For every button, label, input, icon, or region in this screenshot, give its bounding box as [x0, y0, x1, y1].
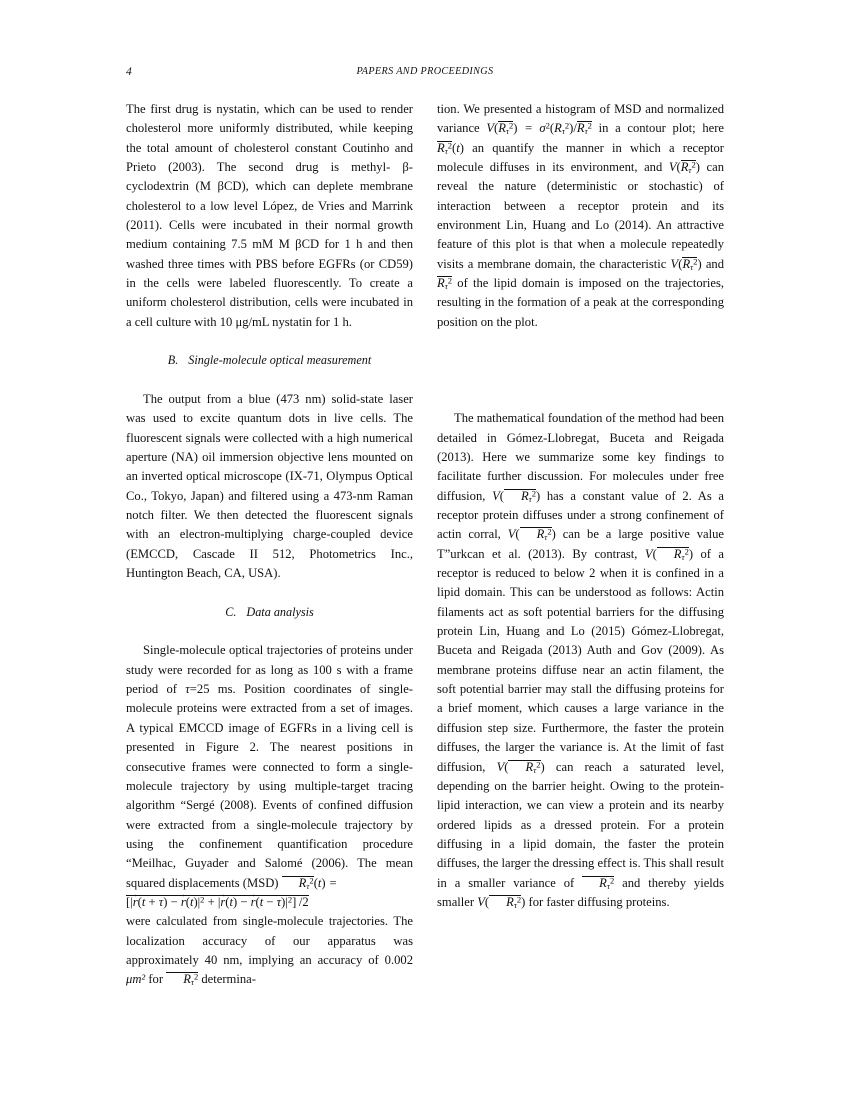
- paragraph-math-foundation: [437, 409, 724, 912]
- v1-R: R: [498, 121, 506, 136]
- vec-r-2: r →: [181, 896, 186, 909]
- contour-tail-text: can reveal the nature (deterministic or stochastic) of interaction between a receptor protein and its environment Lin, Huang and Lo (2014). An attractive feature of this plot is that when a molecule repeatedly visits a membrane domain, the characteristic: [437, 160, 724, 271]
- r-tau-squared-math-3: [582, 876, 614, 890]
- v5-R: R: [536, 527, 545, 542]
- rhs2-R: R: [576, 121, 585, 136]
- r-tau-squared-math-2: [437, 276, 452, 290]
- foundation-seg5-text: can reach a saturated level, depending on the barrier height. Owing to the protein-lipid interaction, we can view a protein and its nearby ordered lipids as a dressed protein. For a protein diffusing in a lipid domain, the faster the protein diffuses, the larger the dressing effect is. This shall result in a smaller variance of: [437, 759, 724, 890]
- data-analysis-text-part3: were calculated from single-molecule trajectories. The localization accuracy of our apparatus was approximately 40 nm, implying an accuracy of 0.002: [126, 914, 413, 967]
- contour-lead-text: tion. We presented a histogram of MSD and normalized variance: [437, 102, 724, 136]
- data-analysis-text-part2: Position coordinates of single-molecule proteins were extracted from a set of images. A typical EMCCD image of EGFRs in a living cell is presented in Figure 2. The nearest positions in consecutive frames were connected to form a single-molecule trajectory by using multiple-target tracing algorithm “Sergé (2008). Events of confined diffusion were extracted from a single-molecule trajectory by using the confinement quantification procedure “Meilhac, Guyader and Salomé (2006). The mean squared displacements (MSD): [126, 682, 413, 890]
- foundation-seg2-text: has a constant value of 2. As a receptor protein diffuses under a strong confinement of actin corral,: [437, 488, 724, 542]
- vec-r-3: r →: [220, 896, 225, 909]
- data-analysis-text-part4: for: [145, 972, 167, 987]
- contour-tail2-text: and: [701, 256, 724, 271]
- spacer: [437, 332, 724, 351]
- v4-R: R: [520, 488, 529, 503]
- msd-of-t-math: $R_\tau^2(t)$: [437, 140, 464, 156]
- v7-tau: τ: [533, 764, 537, 775]
- r-tau-squared-math: [166, 972, 198, 986]
- mt-tau: τ: [444, 145, 448, 156]
- rhs-tau: τ: [561, 126, 565, 137]
- running-title: PAPERS AND PROCEEDINGS: [356, 66, 494, 77]
- variance-equation-rhs: $\sigma^2(R_\tau^2)/R_\tau^2$: [539, 120, 592, 137]
- v4-two: 2: [531, 488, 537, 499]
- left-column: [126, 100, 413, 990]
- v1-tau: τ: [505, 126, 510, 137]
- v2-R: R: [680, 160, 689, 175]
- rt3-R: R: [599, 875, 607, 890]
- spacer: [437, 390, 724, 409]
- foundation-seg6-text: and thereby yields smaller: [437, 875, 724, 909]
- V-glyph-5: V: [507, 527, 516, 542]
- running-head: [126, 66, 724, 82]
- vec-r-1: r →: [133, 896, 138, 909]
- V-glyph-7: V: [496, 759, 505, 774]
- v3-R: R: [682, 256, 691, 271]
- v6-two: 2: [684, 546, 689, 557]
- t-3: t: [229, 894, 233, 909]
- t-2: t: [189, 894, 194, 909]
- spacer: [437, 371, 724, 390]
- right-column: [437, 100, 724, 912]
- v-symbol-math-2: $V(R_\tau^2)$: [668, 159, 700, 176]
- paragraph-drugs-text: The first drug is nystatin, which can be used to render cholesterol more uniformly distributed, while keeping the total amount of cholesterol constant Coutinho and Prieto (2003). The second drug is methyl- β-cyclodextrin (M βCD), which can deplete membrane cholesterol to a low level López, de Vries and Marrink (2011). Cells were incubated in their normal growth medium containing 7.5 mM M βCD for 1 h and then washed three times with PBS before EGFRs (or CD59) in the cells were labeled fluorescently. To create a uniform cholesterol distribution, cells were incubated in a cell culture with 10 μg/mL nystatin for 1 h.: [126, 102, 413, 329]
- v5-tau: τ: [544, 532, 548, 543]
- sigma-glyph: σ: [539, 121, 546, 136]
- V-glyph-4: V: [492, 488, 500, 503]
- paragraph-drugs: [126, 100, 413, 332]
- spacer: [126, 622, 413, 641]
- sigma-two: 2: [545, 120, 550, 131]
- v-symbol-math-3: $V(R_\tau^2)$: [670, 256, 702, 272]
- page-number: 4: [126, 66, 132, 78]
- section-b-title: Single-molecule optical measurement: [188, 353, 372, 368]
- tau-frame-period-math: τ=25 ms.: [185, 682, 236, 697]
- mt-t: t: [456, 140, 460, 155]
- rt2-two: 2: [447, 275, 453, 286]
- sq-1: 2: [200, 894, 205, 905]
- tau-glyph: τ: [185, 682, 190, 697]
- contour-mid2-text: an quantify the manner in which a receptor molecule diffuses in its environment, and: [437, 140, 724, 175]
- v3-tau: τ: [690, 261, 694, 272]
- t-4: t: [259, 894, 264, 909]
- v1-two: 2: [509, 120, 514, 131]
- foundation-seg1-text: The mathematical foundation of the method had been detailed in Gómez-Llobregat, Buceta and Reigada (2013). Here we summarize some key findings to facilitate further discussion. For molecules under free diffusion,: [437, 411, 724, 503]
- rt3-two: 2: [609, 874, 615, 885]
- rts-R: R: [183, 972, 191, 987]
- rhs2-tau: τ: [584, 126, 588, 137]
- section-c-title: Data analysis: [246, 604, 314, 619]
- rts-two: 2: [193, 971, 199, 982]
- tau-2: τ: [276, 894, 282, 909]
- section-b-label: B.: [167, 353, 179, 368]
- accuracy-units-math: [126, 972, 145, 986]
- tau-1: τ: [158, 894, 164, 909]
- v-symbol-math-5: V( $R_\tau^2$): [507, 526, 556, 543]
- msd-two-superscript: 2: [309, 874, 314, 885]
- section-heading-b: [126, 351, 413, 370]
- sq-2: 2: [287, 894, 293, 905]
- v4-tau: τ: [528, 493, 532, 504]
- t-1: t: [141, 894, 146, 909]
- spacer: [126, 584, 413, 603]
- spacer: [126, 332, 413, 351]
- v8-tau: τ: [513, 900, 517, 911]
- v8-two: 2: [516, 894, 522, 905]
- mt-R: R: [437, 140, 445, 155]
- V-glyph-2: V: [668, 160, 677, 175]
- v6-R: R: [673, 546, 682, 561]
- section-c-label: C.: [225, 604, 237, 619]
- foundation-seg7-text: for faster diffusing proteins.: [525, 894, 670, 909]
- rhs-R: R: [554, 121, 562, 136]
- v-symbol-math-7: V( $R_\tau^2$): [496, 758, 545, 775]
- variance-equation-lhs: $V(R_\tau^2)$: [486, 120, 518, 137]
- msd-equals-sign: =: [328, 875, 338, 890]
- spacer: [126, 371, 413, 390]
- paragraph-optical-measurement: [126, 390, 413, 583]
- rts-tau: τ: [190, 977, 194, 988]
- contour-mid1-text: in a contour plot; here: [591, 121, 724, 136]
- section-heading-c: [126, 603, 413, 622]
- msd-R-glyph: R: [298, 875, 307, 890]
- v5-two: 2: [547, 526, 552, 537]
- rt2-tau: τ: [444, 281, 448, 292]
- msd-display-formula: $[|r \to(t + \tau) - r \to(t)|^2 + |r \to(t) - r \to(t - \tau)|^2]$ /2: [126, 893, 413, 912]
- V-glyph-1: V: [486, 121, 495, 136]
- rt3-tau: τ: [606, 880, 610, 891]
- foundation-seg3-text: can be a large positive value T”urkcan et al. (2013). By contrast,: [437, 527, 724, 561]
- V-glyph-3: V: [670, 256, 679, 271]
- variance-equals-sign: =: [524, 121, 533, 136]
- v8-R: R: [506, 894, 514, 909]
- spacer: [437, 351, 724, 370]
- V-glyph-8: V: [477, 894, 485, 909]
- vec-r-4: r →: [251, 896, 256, 909]
- data-analysis-text-part1: Single-molecule optical trajectories of proteins under study were recorded for as long as 100 s with a frame period of: [126, 643, 413, 697]
- rt2-R: R: [437, 276, 445, 291]
- msd-t-glyph: t: [317, 875, 322, 890]
- msd-symbol-math: $R_\tau^2(t)$: [282, 876, 326, 890]
- v-symbol-math-6: V( $R_\tau^2$): [644, 546, 694, 562]
- v2-tau: τ: [688, 165, 692, 176]
- v2-two: 2: [691, 159, 696, 170]
- data-analysis-text-part5: determina-: [198, 972, 256, 987]
- V-glyph-6: V: [644, 546, 653, 561]
- v7-R: R: [525, 759, 534, 774]
- mt-two: 2: [447, 140, 453, 151]
- foundation-seg4-text: of a receptor is reduced to below 2 when it is confined in a lipid domain. This can be understood as follows: Actin filaments act as soft potential barriers for the diffusing protein Lin, Huang and Lo (2015) Gómez-Llobregat, Buceta and Reigada (2013) Auth and Gov (2009). As membrane proteins diffuse near an actin filament, the soft potential barrier may stall the diffusing proteins for a brief moment, which causes a large variance in the diffusion step size. Furthermore, the faster the protein diffuses, the larger the variance is. At the limit of fast diffusion,: [437, 546, 724, 774]
- mu-m-squared: μm²: [126, 972, 146, 987]
- contour-tail3-text: of the lipid domain is imposed on the trajectories, resulting in the formation of a peak at the corresponding position on the plot.: [437, 276, 724, 329]
- paragraph-optical-measurement-text: The output from a blue (473 nm) solid-state laser was used to excite quantum dots in live cells. The fluorescent signals were collected with a high numerical aperture (NA) oil immersion objective lens mounted on an inverted optical microscope (IX-71, Olympus Optical Co., Tokyo, Japan) and filtered using a 473-nm Raman notch filter. We then detected the fluorescent signals with an electron-multiplying charge-coupled device (EMCCD, Cascade II 512, Photometrics Inc., Huntington Beach, CA, USA).: [126, 392, 413, 581]
- rhs-two: 2: [564, 120, 570, 131]
- paragraph-data-analysis: [126, 641, 413, 989]
- rhs2-two: 2: [587, 120, 592, 131]
- v7-two: 2: [536, 758, 541, 769]
- v-symbol-math-8: V( $R_\tau^2$): [477, 894, 526, 911]
- v-symbol-math-4: V( $R_\tau^2$): [492, 488, 541, 504]
- paragraph-contour-plot: [437, 100, 724, 332]
- div-two: /2: [298, 894, 309, 909]
- v3-two: 2: [693, 256, 698, 267]
- msd-tau-subscript: τ: [306, 880, 310, 891]
- v6-tau: τ: [681, 551, 685, 562]
